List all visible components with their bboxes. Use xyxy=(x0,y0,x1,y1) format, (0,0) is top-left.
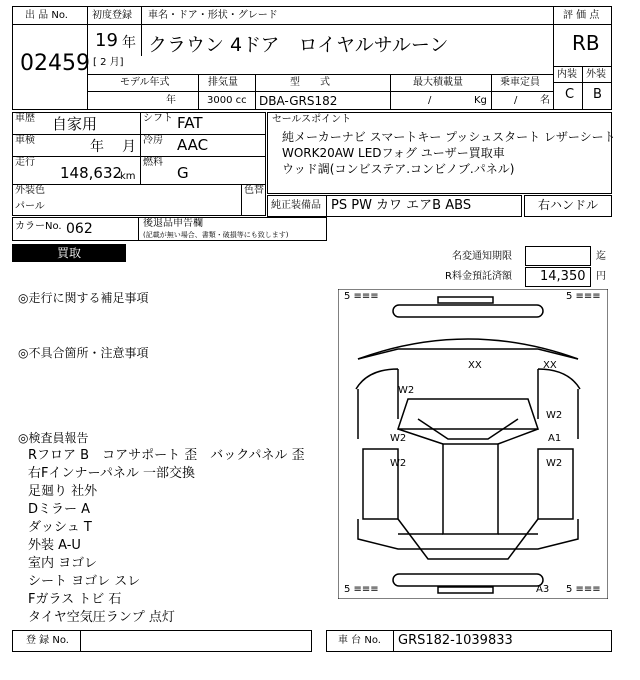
recycle-fee-unit: 円 xyxy=(596,271,606,282)
recycle-fee-value: 14,350 xyxy=(540,269,586,284)
mark-a3-rear: A3 xyxy=(536,584,550,595)
inspector-line: 足廻り 社外 xyxy=(28,484,98,499)
aftermarket-note: (記載が無い場合、書類・破損等にも致します) xyxy=(143,231,289,239)
interior-label: 内装 xyxy=(557,69,577,80)
recycle-fee-label: R料金預託済額 xyxy=(445,271,512,282)
fuel-label: 燃料 xyxy=(143,157,163,168)
year-value: 19 xyxy=(95,30,118,51)
lot-no-label: 出 品 No. xyxy=(25,10,68,21)
sales-point-line-1: 純メーカーナビ スマートキー プッシュスタート レザーシート xyxy=(282,130,616,144)
color-no-label: カラーNo. xyxy=(15,221,62,232)
mark-w2-left-door-r: W2 xyxy=(390,458,407,469)
mileage-unit: km xyxy=(120,171,136,182)
inspection-year: 年 xyxy=(90,139,104,155)
exterior-color-label: 外装色 xyxy=(15,185,45,196)
sales-point-line-2: WORK20AW LEDフォグ ユーザー買取車 xyxy=(282,146,505,160)
max-load-sep: / xyxy=(428,95,432,106)
car-diagram-svg xyxy=(338,289,608,599)
inspection-label: 車検 xyxy=(15,135,35,146)
change-deadline-unit: 迄 xyxy=(596,251,606,262)
inspector-line: Dミラー A xyxy=(28,502,91,517)
mark-w2-left-front: W2 xyxy=(398,385,415,396)
inspection-month: 月 xyxy=(122,139,136,155)
model-type-value: DBA-GRS182 xyxy=(259,94,338,108)
notes-defects-label: ◎不具合箇所・注意事項 xyxy=(18,346,149,360)
steering-value: 右ハンドル xyxy=(538,198,599,212)
interior-grade: C xyxy=(565,87,575,102)
mark-hood-xx: XX xyxy=(468,360,482,371)
aircon-label: 冷房 xyxy=(143,135,163,146)
inspector-line: 室内 ヨゴレ xyxy=(28,556,98,571)
inspector-line: Rフロア B コアサポート 歪 バックパネル 歪 xyxy=(28,448,305,463)
displacement-value: 3000 cc xyxy=(207,95,247,106)
shift-value: FAT xyxy=(177,114,203,132)
mark-w2-left-door-f: W2 xyxy=(390,433,407,444)
first-reg-month: [ 2 月] xyxy=(93,57,124,68)
model-year-unit: 年 xyxy=(166,95,176,106)
mark-w2-right-rear: W2 xyxy=(546,458,563,469)
tire-bottom-left: 5 ≡≡≡ xyxy=(344,584,379,595)
year-unit: 年 xyxy=(122,35,136,51)
fuel-value: G xyxy=(177,164,189,182)
color-mark-label: 色替 xyxy=(244,185,264,196)
exterior-label: 外装 xyxy=(586,69,606,80)
sales-point-line-3: ウッド調(コンビステア.コンビノブ.パネル) xyxy=(282,162,515,176)
aftermarket-label: 後退品申告欄 xyxy=(143,218,203,229)
sales-point-label: セールスポイント xyxy=(272,114,352,125)
mileage-label: 走行 xyxy=(15,157,35,168)
car-name-value: クラウン 4ドア ロイヤルサルーン xyxy=(148,34,449,56)
mark-a1-right-door: A1 xyxy=(548,433,562,444)
mark-fender-xx: XX xyxy=(543,360,557,371)
max-load-unit: Kg xyxy=(474,95,487,106)
car-name-header-label: 車名・ドア・形状・グレード xyxy=(148,10,278,21)
car-damage-diagram xyxy=(338,289,608,599)
model-type-label: 型 式 xyxy=(290,77,330,88)
notes-driving-label: ◎走行に関する補足事項 xyxy=(18,291,149,305)
notes-inspector-label: ◎検査員報告 xyxy=(18,431,89,445)
genuine-equipment-value: PS PW カワ エアB ABS xyxy=(331,198,472,213)
inspector-line: タイヤ空気圧ランプ 点灯 xyxy=(28,610,175,625)
tire-top-right: 5 ≡≡≡ xyxy=(566,291,601,302)
capacity-label: 乗車定員 xyxy=(500,77,540,88)
inspector-line: シート ヨゴレ スレ xyxy=(28,574,141,589)
color-no-value: 062 xyxy=(66,221,93,237)
change-deadline-label: 名変通知期限 xyxy=(452,251,512,262)
purchase-badge-text: 買取 xyxy=(56,246,81,260)
inspector-report-list xyxy=(28,447,305,627)
lot-no-value: 02459 xyxy=(20,51,90,76)
exterior-grade: B xyxy=(593,87,602,102)
inspector-line: 外装 A-U xyxy=(28,538,81,553)
inspector-line: Fガラス トビ 石 xyxy=(28,592,122,607)
rating-value: RB xyxy=(572,31,600,55)
vehicle-info-frame xyxy=(12,112,266,216)
model-year-label: モデル年式 xyxy=(120,77,170,88)
tire-top-left: 5 ≡≡≡ xyxy=(344,291,379,302)
chassis-no-value: GRS182-1039833 xyxy=(398,633,513,648)
mileage-value: 148,632 xyxy=(60,164,123,182)
rating-label: 評 価 点 xyxy=(563,10,600,21)
purchase-badge xyxy=(12,244,126,262)
shift-label: シフト xyxy=(143,113,173,124)
chassis-no-label: 車 台 No. xyxy=(338,635,381,646)
capacity-sep: / xyxy=(514,95,518,106)
first-reg-label: 初度登録 xyxy=(92,10,132,21)
vehicle-use-label: 車歴 xyxy=(15,113,35,124)
max-load-label: 最大積載量 xyxy=(413,77,463,88)
inspector-line: ダッシュ T xyxy=(28,520,92,535)
registration-no-label: 登 録 No. xyxy=(26,635,69,646)
exterior-color-value: パール xyxy=(15,201,45,212)
mark-w2-right-front: W2 xyxy=(546,410,563,421)
inspector-line: 右Fインナーパネル 一部交換 xyxy=(28,466,195,481)
displacement-label: 排気量 xyxy=(208,77,238,88)
genuine-equipment-label: 純正装備品 xyxy=(271,200,321,211)
change-deadline-box xyxy=(525,246,591,266)
aircon-value: AAC xyxy=(177,136,209,154)
vehicle-use-value: 自家用 xyxy=(52,115,98,133)
capacity-unit: 名 xyxy=(540,95,550,106)
tire-bottom-right: 5 ≡≡≡ xyxy=(566,584,601,595)
